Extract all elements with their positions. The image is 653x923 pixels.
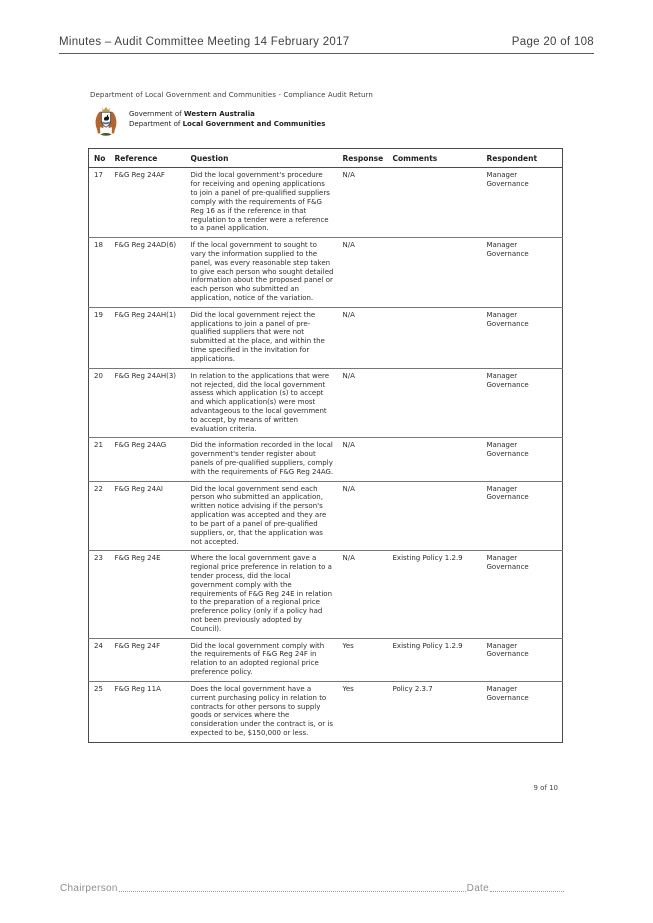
col-header-no: No [89,149,115,168]
cell-no: 17 [89,168,115,238]
cell-comments [393,238,487,308]
cell-comments [393,438,487,481]
cell-reference: F&G Reg 24AD(6) [115,238,191,308]
cell-comments: Existing Policy 1.2.9 [393,638,487,681]
cell-comments [393,481,487,551]
cell-question: Did the local government reject the applications to join a panel of pre-qualified suppliers that were not submitted at the place, and within the time specified in the invitation for applications. [191,307,343,368]
cell-question: Did the information recorded in the local government's tender register about panels of pre-qualified suppliers, comply with the requirements of F&G Reg 24AG. [191,438,343,481]
col-header-respondent: Respondent [487,149,563,168]
cell-respondent: Manager Governance [487,238,563,308]
table-row [89,481,563,551]
table-row [89,307,563,368]
cell-reference: F&G Reg 24AG [115,438,191,481]
col-header-response: Response [343,149,393,168]
table-header-row [89,149,563,168]
dept-line-name: Local Government and Communities [182,119,326,128]
doc-small-title: Department of Local Government and Communities - Compliance Audit Return [90,91,373,99]
cell-question: Did the local government comply with the requirements of F&G Reg 24F in relation to an adopted regional price preference policy. [191,638,343,681]
cell-response: N/A [343,438,393,481]
date-label: Date [466,883,489,894]
dotted-leader [119,890,466,892]
table-row [89,368,563,438]
cell-respondent: Manager Governance [487,368,563,438]
gov-line-name: Western Australia [183,110,255,118]
table-row [89,238,563,308]
sheet-number: 9 of 10 [533,784,558,792]
table-row [89,551,563,638]
cell-no: 18 [89,238,115,308]
cell-response: N/A [343,551,393,638]
cell-response: Yes [343,638,393,681]
dotted-leader [490,890,564,892]
cell-no: 19 [89,307,115,368]
cell-comments [393,168,487,238]
cell-respondent: Manager Governance [487,307,563,368]
cell-no: 20 [89,368,115,438]
cell-question: In relation to the applications that were not rejected, did the local government assess which application (s) to accept and which application(s) were most advantageous to the local government to accept, by means of written evaluation criteria. [191,368,343,438]
gov-line-prefix: Government of [129,110,184,118]
cell-response: N/A [343,307,393,368]
cell-response: N/A [343,238,393,308]
cell-no: 24 [89,638,115,681]
table-row [89,168,563,238]
cell-reference: F&G Reg 24AI [115,481,191,551]
cell-response: Yes [342,684,354,693]
cell-question: Did the local government's procedure for receiving and opening applications to join a panel of pre-qualified suppliers comply with the requirements of F&G Reg 16 as if the reference in that regulation to a tender were a reference to a panel application. [191,168,343,238]
page-number: Page 20 of 108 [511,36,594,48]
compliance-audit-table [88,148,563,743]
cell-comments [393,368,487,438]
wa-coat-of-arms-icon [92,104,120,140]
cell-reference: F&G Reg 24AH(1) [115,307,191,368]
cell-respondent: Manager Governance [487,551,563,638]
cell-reference: F&G Reg 24E [115,551,191,638]
col-header-question: Question [191,149,343,168]
cell-no: 21 [89,438,115,481]
cell-response: N/A [343,168,393,238]
government-text [129,110,325,129]
cell-reference: F&G Reg 11A [114,684,161,693]
cell-question: Did the local government send each person who submitted an application, written notice advising if the person's application was accepted and they are to be part of a panel of pre-qualified suppliers, or, that the application was not accepted. [191,481,343,551]
cell-respondent: Manager Governance [487,481,563,551]
cell-respondent: Manager Governance [487,638,563,681]
col-header-reference: Reference [115,149,191,168]
running-header [59,36,594,54]
cell-question: Where the local government gave a regional price preference in relation to a tender process, did the local government comply with the requirements of F&G Reg 24E in relation to the preparation of a regional price preference policy (only if a policy had not been previously adopted by Council). [191,551,343,638]
cell-reference: F&G Reg 24F [115,638,191,681]
cell-respondent: Manager Governance [486,684,529,702]
dept-line-prefix: Department of [129,119,183,128]
table-row [89,438,563,481]
chairperson-label: Chairperson [60,883,118,894]
cell-no: 25 [94,684,103,693]
cell-reference: F&G Reg 24AF [115,168,191,238]
cell-comments: Existing Policy 1.2.9 [393,551,487,638]
cell-question: Does the local government have a current purchasing policy in relation to contracts for other persons to supply goods or services where the consideration under the contract is, or is expected to be, $150,000 or less. [190,684,333,737]
cell-respondent: Manager Governance [487,438,563,481]
cell-question: If the local government to sought to vary the information supplied to the panel, was every reasonable step taken to give each person who sought detailed information about the proposed panel or each person who submitted an application, notice of the variation. [191,238,343,308]
cell-comments: Policy 2.3.7 [392,684,433,693]
cell-no: 23 [89,551,115,638]
cell-response: N/A [343,368,393,438]
government-logo-block [92,104,325,140]
col-header-comments: Comments [393,149,487,168]
table-row [89,638,563,681]
document-title: Minutes – Audit Committee Meeting 14 February 2017 [59,36,350,48]
cell-reference: F&G Reg 24AH(3) [115,368,191,438]
cell-comments [393,307,487,368]
cell-respondent: Manager Governance [487,168,563,238]
cell-no: 22 [89,481,115,551]
cell-response: N/A [343,481,393,551]
signature-line [60,883,565,894]
table-row [89,681,563,742]
